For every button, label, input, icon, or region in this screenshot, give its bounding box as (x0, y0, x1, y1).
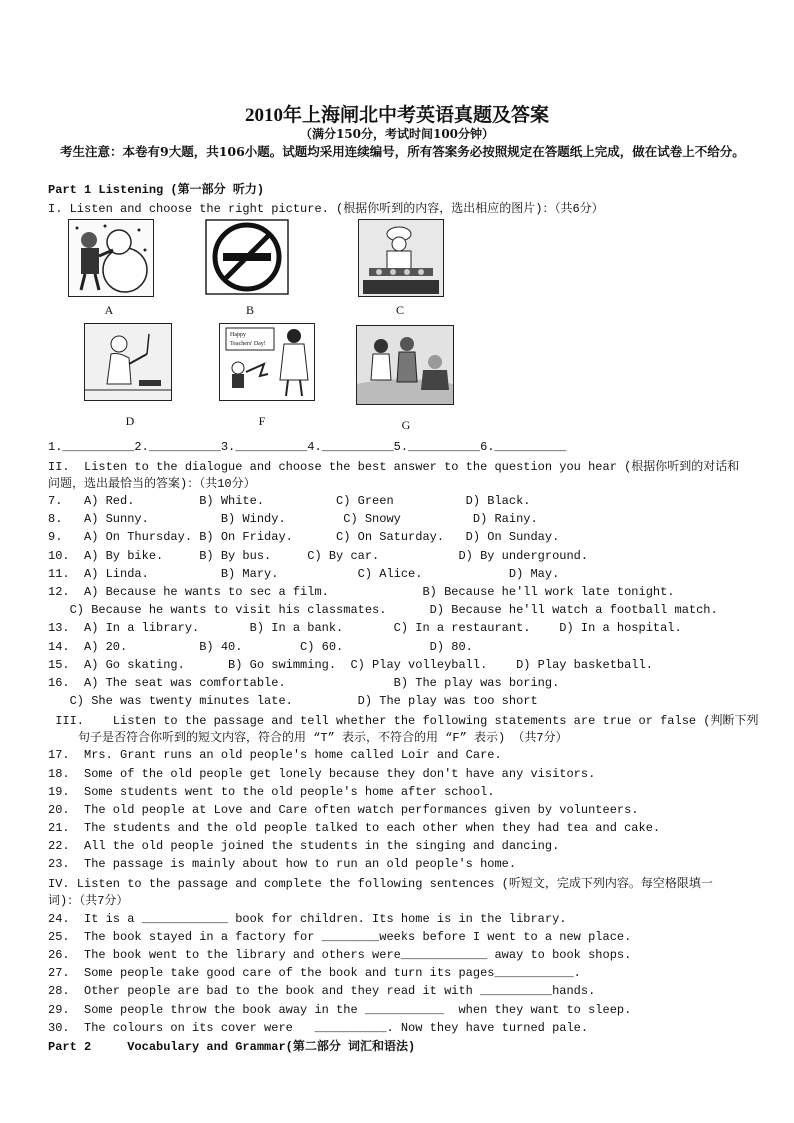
statement-23: 23. The passage is mainly about how to run an old people's home. (48, 857, 517, 871)
section1-heading: I. Listen and choose the right picture. (根据你听到的内容，选出相应的图片)：（共6分） (48, 202, 604, 216)
question-12-ab: 12. A) Because he wants to sec a film. B) Because he'll work late tonight. (48, 585, 675, 599)
picture-d-injured-person (84, 323, 172, 401)
picture-f-teachers-day (219, 323, 315, 401)
picture-label-g: G (401, 418, 411, 432)
part2-heading: Part 2 Vocabulary and Grammar(第二部分 词汇和语法) (48, 1040, 416, 1054)
part1-heading: Part 1 Listening (第一部分 听力) (48, 183, 265, 197)
picture-label-b: B (245, 303, 254, 317)
picture-label-f: F (258, 414, 266, 428)
poster-text-happy: Happy (230, 332, 246, 338)
picture-label-d: D (125, 414, 135, 428)
question-9: 9. A) On Thursday. B) On Friday. C) On Saturday. D) On Sunday. (48, 530, 560, 544)
section3-heading-line2: 句子是否符合你听到的短文内容，符合的用 “T” 表示，不符合的用 “F” 表示) （共7分） (78, 731, 568, 745)
exam-notice: 考生注意：本卷有9大题，共106小题。试题均采用连续编号，所有答案务必按照规定在答题纸上完成，做在试卷上不给分。 (60, 144, 745, 159)
statement-20: 20. The old people at Love and Care often watch performances given by volunteers. (48, 803, 639, 817)
statement-22: 22. All the old people joined the students in the singing and dancing. (48, 839, 560, 853)
sentence-28: 28. Other people are bad to the book and they read it with __________hands. (48, 984, 596, 998)
question-11: 11. A) Linda. B) Mary. C) Alice. D) May. (48, 567, 560, 581)
sentence-25: 25. The book stayed in a factory for ________weeks before I went to a new place. (48, 930, 632, 944)
page-subtitle: （满分150分，考试时间100分钟） (299, 127, 495, 141)
question-12-cd: C) Because he wants to visit his classmates. D) Because he'll watch a football match. (48, 603, 718, 617)
picture-b-no-smoking-sign (205, 219, 289, 295)
picture-label-a: A (104, 303, 114, 317)
picture-a-snowman (68, 219, 154, 297)
question-15: 15. A) Go skating. B) Go swimming. C) Play volleyball. D) Play basketball. (48, 658, 653, 672)
picture-c-baker (358, 219, 444, 297)
sentence-24: 24. It is a ____________ book for children. Its home is in the library. (48, 912, 567, 926)
picture-g-beach-people (356, 325, 454, 405)
question-14: 14. A) 20. B) 40. C) 60. D) 80. (48, 640, 473, 654)
statement-21: 21. The students and the old people talked to each other when they had tea and cake. (48, 821, 661, 835)
question-10: 10. A) By bike. B) By bus. C) By car. D) By underground. (48, 549, 589, 563)
poster-text-teachers-day: Teachers' Day! (230, 341, 266, 347)
section2-heading-line2: 问题，选出最恰当的答案)：（共10分） (48, 477, 256, 491)
statement-17: 17. Mrs. Grant runs an old people's home called Loir and Care. (48, 748, 502, 762)
statement-19: 19. Some students went to the old people's home after school. (48, 785, 495, 799)
sentence-29: 29. Some people throw the book away in the ___________ when they want to sleep. (48, 1003, 632, 1017)
sentence-27: 27. Some people take good care of the book and turn its pages___________. (48, 966, 581, 980)
picture-label-c: C (395, 303, 404, 317)
sentence-30: 30. The colours on its cover were __________. Now they have turned pale. (48, 1021, 589, 1035)
section3-heading-line1: III. Listen to the passage and tell whether the following statements are true or false (判断下列 (48, 714, 759, 728)
sentence-26: 26. The book went to the library and others were____________ away to book shops. (48, 948, 632, 962)
section4-heading-line1: IV. Listen to the passage and complete the following sentences (听短文，完成下列内容。每空格限填一 (48, 877, 713, 891)
question-13: 13. A) In a library. B) In a bank. C) In a restaurant. D) In a hospital. (48, 621, 682, 635)
page-title: 2010年上海闸北中考英语真题及答案 (244, 105, 549, 126)
question-8: 8. A) Sunny. B) Windy. C) Snowy D) Rainy. (48, 512, 538, 526)
question-16-cd: C) She was twenty minutes late. D) The play was too short (48, 694, 538, 708)
statement-18: 18. Some of the old people get lonely because they don't have any visitors. (48, 767, 596, 781)
question-7: 7. A) Red. B) White. C) Green D) Black. (48, 494, 531, 508)
section1-answer-blanks: 1.__________2.__________3.__________4.__________5.__________6.__________ (48, 440, 567, 454)
section2-heading-line1: II. Listen to the dialogue and choose the best answer to the question you hear (根据你听到的对话和 (48, 460, 740, 474)
question-16-ab: 16. A) The seat was comfortable. B) The play was boring. (48, 676, 560, 690)
section4-heading-line2: 词)：（共7分） (48, 894, 129, 908)
